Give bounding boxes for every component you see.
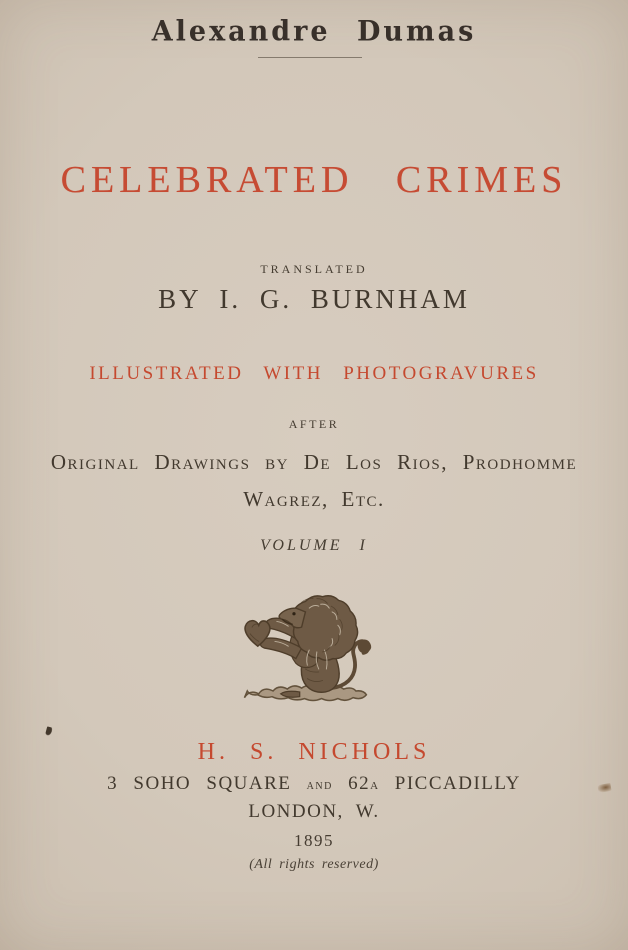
address-part2: PICCADILLY: [394, 773, 521, 794]
ink-speck-left: [45, 726, 53, 736]
artists-line-2: Wagrez, Etc.: [243, 487, 385, 511]
address-conjunction: and: [306, 778, 333, 793]
address-number-suffix: a: [370, 776, 380, 793]
after-label: AFTER: [288, 417, 340, 431]
publisher-city: LONDON, W.: [248, 801, 380, 822]
publication-year: 1895: [294, 831, 334, 850]
lion-with-heart-icon: [233, 588, 395, 717]
publisher-address: [0, 773, 628, 795]
author-divider-rule: [258, 57, 362, 58]
rights-notice: (All rights reserved): [249, 857, 379, 872]
address-part1: 3 SOHO SQUARE: [107, 773, 292, 794]
illustrated-note: ILLUSTRATED WITH PHOTOGRAVURES: [89, 363, 539, 384]
address-number: 62: [348, 773, 371, 794]
book-title: CELEBRATED CRIMES: [60, 159, 568, 201]
volume-label: VOLUME I: [260, 537, 368, 554]
artists-line-1: Original Drawings by De Los Rios, Prodhomme: [50, 450, 578, 474]
translated-label: TRANSLATED: [260, 262, 368, 276]
author-name: Alexandre Dumas: [151, 15, 477, 48]
publisher-name: H. S. NICHOLS: [197, 739, 431, 765]
translator-name: BY I. G. BURNHAM: [158, 284, 470, 314]
